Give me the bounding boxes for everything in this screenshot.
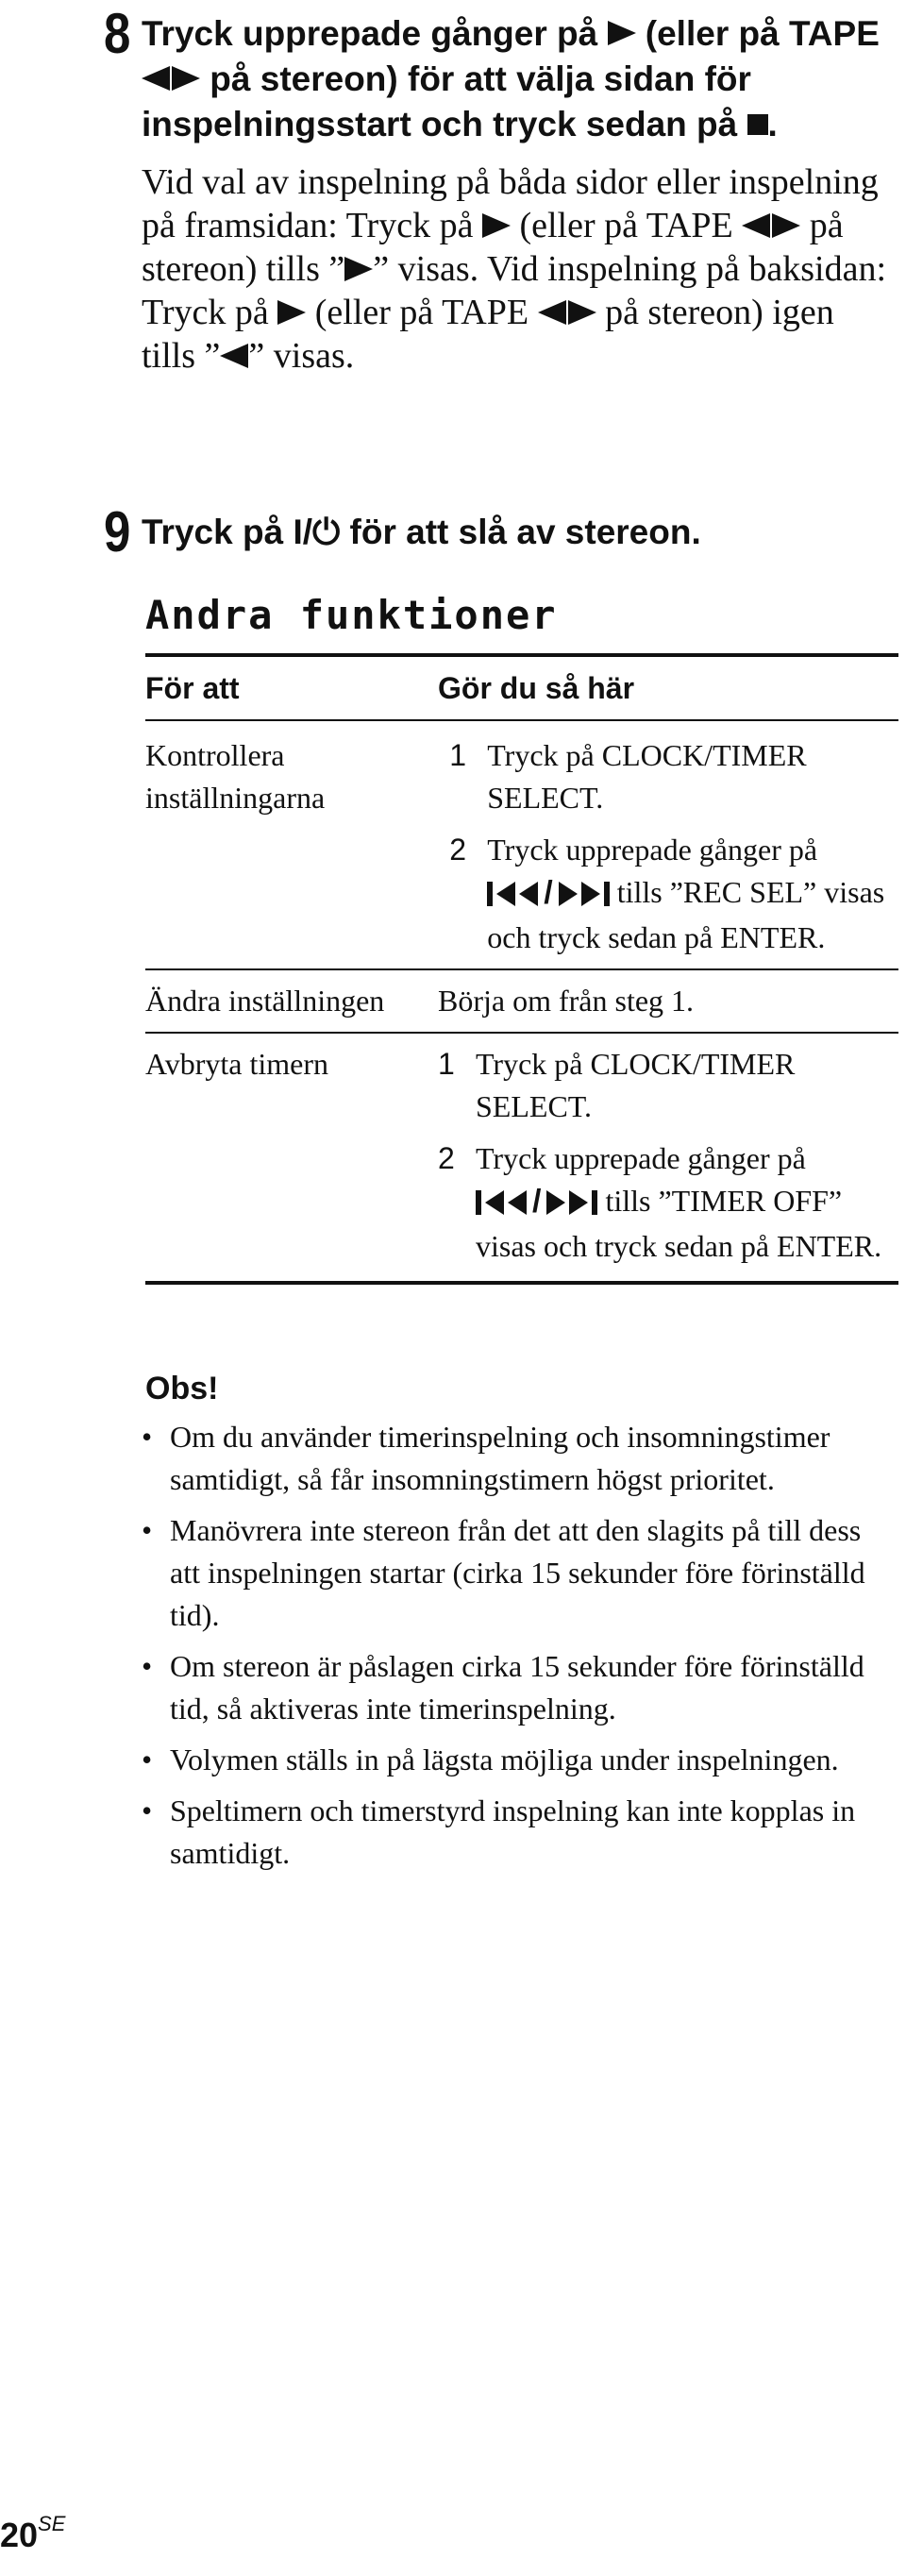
list-item: • Om stereon är påslagen cirka 15 sekunder före förinställd tid, så aktiveras inte timerinspelning. [142,1645,897,1730]
tape-direction-icon [142,66,200,91]
step-8 [104,2,887,378]
list-item: • Speltimern och timerstyrd inspelning kan inte kopplas in samtidigt. [142,1790,897,1875]
list-item: 1 Tryck på CLOCK/TIMER SELECT. [438,1047,796,1124]
list-item: • Volymen ställs in på lägsta möjliga under inspelningen. [142,1739,897,1781]
row-label: Ändra inställningen [145,984,385,1019]
table-row [145,1034,898,1281]
play-icon [482,213,511,238]
row-steps [438,1043,898,1268]
list-item: • Om du använder timerinspelning och insomningstimer samtidigt, så får insomningstimern högst prioritet. [142,1416,897,1501]
table-row [145,970,898,1032]
step-9 [104,500,887,564]
list-item: 2 Tryck upprepade gånger på / tills ”REC SEL” visas och tryck sedan på ENTER. [449,833,885,955]
row-label: Kontrollera inställningarna [145,738,326,815]
forward-indicator-icon [344,257,373,281]
reverse-indicator-icon [220,344,248,368]
bullet: • [142,1420,153,1454]
row-label: Avbryta timern [145,1047,329,1082]
bullet: • [142,1649,153,1683]
table-header [145,657,898,719]
tape-direction-icon [742,213,800,238]
play-icon [277,300,306,325]
step-9-heading: Tryck på I/⏻ för att slå av stereon. [142,513,701,551]
column-header: Gör du så här [438,670,635,705]
bullet: • [142,1793,153,1827]
step-8-body: Vid val av inspelning på båda sidor eller inspelning på framsidan: Tryck på (eller på TAPE på stereon) tills ” ” visas. Vid inspelning på baksidan: Tryck på (eller på TAPE på stereon) igen tills ” ” visas. [142,162,887,376]
column-header: För att [145,670,240,705]
table-row [145,721,898,968]
notes-list [142,1416,897,1883]
row-text: Börja om från steg 1. [438,984,695,1019]
functions-table [145,653,898,1285]
notes-title: Obs! [145,1371,219,1406]
step-number: 9 [104,500,131,564]
page-number: $20^{SE}$ [0,2512,66,2554]
bullet: • [142,1513,153,1547]
stop-icon [747,114,768,135]
bullet: • [142,1743,153,1776]
table-bottom-rule [145,1281,898,1285]
tape-direction-icon [538,300,596,325]
step-number: 8 [104,2,131,65]
power-icon: I/⏻ [293,513,341,551]
row-steps [449,734,898,959]
prev-next-icon: / [476,1181,597,1223]
section-title: Andra funktioner [145,592,558,638]
list-item: • Manövrera inte stereon från det att den slagits på till dess att inspelningen startar (cirka 15 sekunder före förinställd tid). [142,1509,897,1637]
list-item: 1 Tryck på CLOCK/TIMER SELECT. [449,738,807,815]
play-icon [608,21,636,45]
prev-next-icon: / [487,872,609,915]
list-item: 2 Tryck upprepade gånger på / tills ”TIMER OFF” visas och tryck sedan på ENTER. [438,1141,882,1264]
step-8-heading: Tryck upprepade gånger på (eller på TAPE på stereon) för att välja sidan för inspelningsstart och tryck sedan på . [142,14,880,143]
